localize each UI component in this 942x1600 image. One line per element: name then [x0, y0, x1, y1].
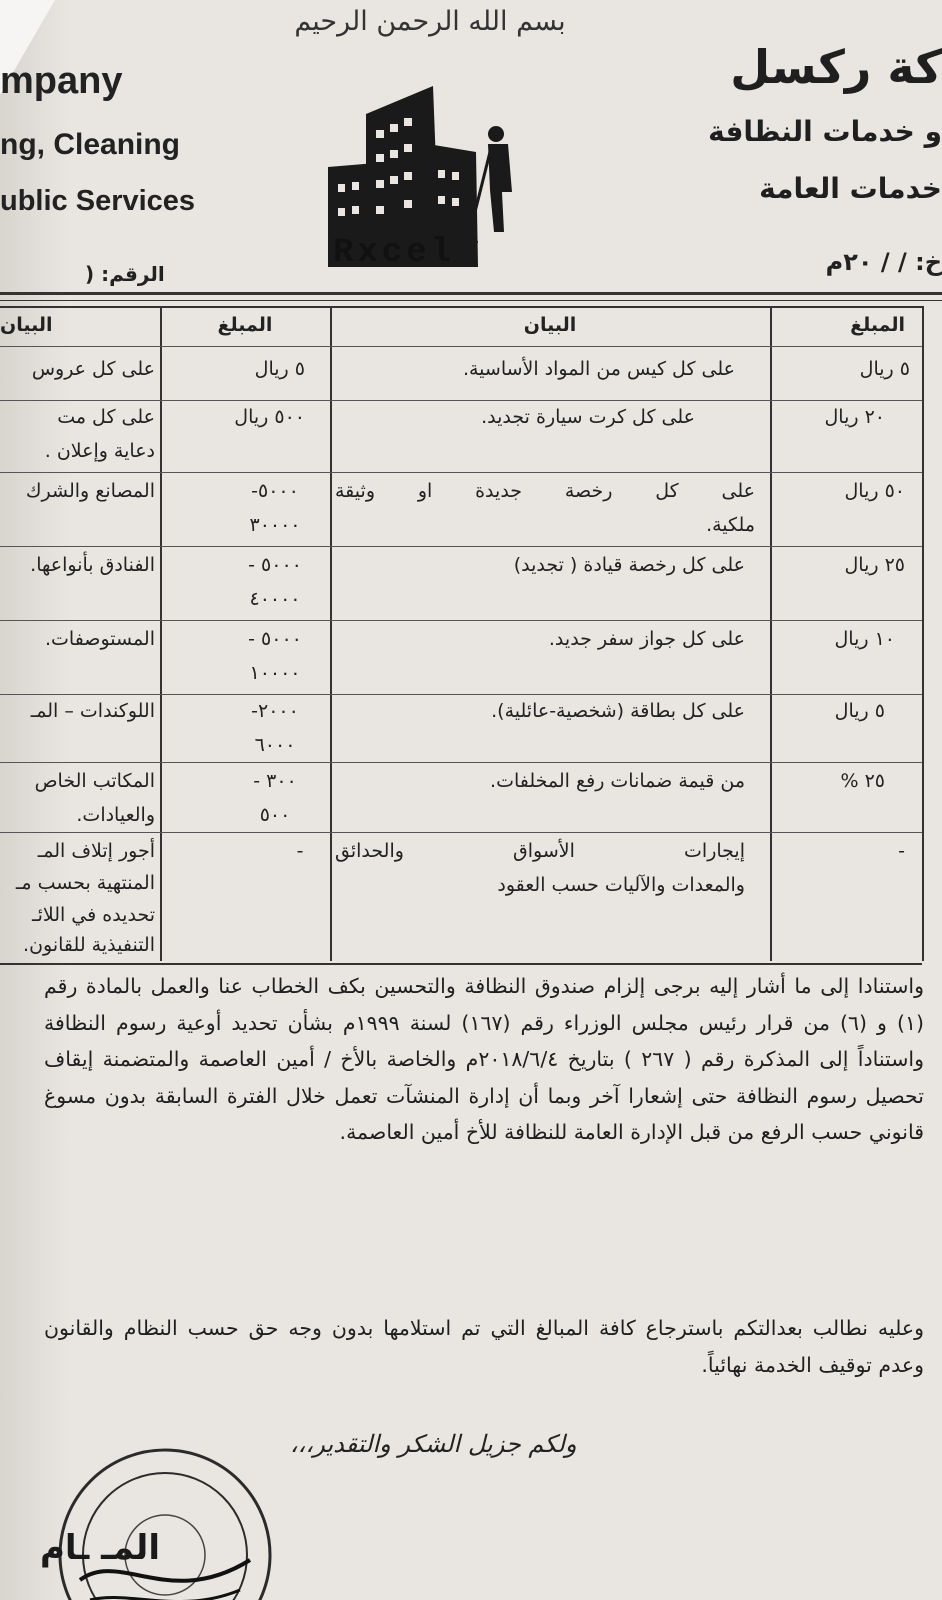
table-cell-statement: على كل رخصة قيادة ( تجديد) — [513, 554, 745, 576]
company-services-ar-2: خدمات العامة — [759, 172, 942, 205]
company-name-ar: كة ركسل — [730, 40, 942, 94]
table-cell-left-line2: المنتهية بحسب مـ — [15, 872, 155, 894]
table-cell-left: اللوكندات – المـ — [30, 700, 155, 722]
table-row-line — [0, 346, 922, 347]
table-cell-statement-line2: ملكية. — [706, 514, 755, 536]
table-cell-amount: ٢٠ ريال — [824, 406, 885, 428]
table-cell-left-line2: دعاية وإعلان . — [44, 440, 155, 462]
table-row-line — [0, 620, 922, 621]
table-cell-amount: ٥٠ ريال — [844, 480, 905, 502]
table-cell-left: المصانع والشرك — [25, 480, 155, 502]
table-cell-left: المستوصفات. — [44, 628, 155, 650]
stamp-signature-text: المـ ـام — [40, 1528, 160, 1568]
table-col-divider-3 — [160, 306, 162, 961]
reference-number-field: الرقم: ( — [85, 262, 165, 286]
date-field: خ: / / ٢٠م — [825, 248, 942, 276]
table-cell-left: المكاتب الخاص — [34, 770, 155, 792]
basmala: بسم الله الرحمن الرحيم — [294, 6, 566, 37]
company-services-en-2: ublic Services — [0, 185, 196, 217]
official-stamp-icon — [50, 1440, 280, 1600]
table-cell-amount: ٥ ريال — [859, 358, 910, 380]
header-amount-right: المبلغ — [850, 314, 905, 336]
table-cell-amount: ٢٥ ريال — [844, 554, 905, 576]
table-cell-mid-amount-line2: ١٠٠٠٠ — [249, 662, 301, 684]
company-services-en-1: ng, Cleaning — [0, 128, 180, 161]
table-cell-mid-amount: -٥٠٠٠ — [251, 480, 299, 502]
header-rule-thin — [0, 300, 942, 301]
table-cell-statement-line2: والمعدات والآليات حسب العقود — [497, 874, 745, 896]
header-amount-middle: المبلغ — [217, 314, 273, 336]
table-cell-mid-amount-line2: ٤٠٠٠٠ — [249, 588, 301, 610]
table-cell-mid-amount: - ٥٠٠٠ — [248, 628, 302, 650]
table-cell-left: على كل عروس — [31, 358, 155, 380]
table-cell-statement: إيجارات الأسواق والحدائق — [335, 840, 745, 862]
table-cell-mid-amount: - ٣٠٠ — [253, 770, 297, 792]
table-cell-left: الفنادق بأنواعها. — [30, 554, 155, 576]
table-cell-mid-amount: ٥ ريال — [254, 358, 305, 380]
table-cell-mid-amount: - — [296, 840, 304, 862]
table-row-line — [0, 762, 922, 763]
table-cell-statement: على كل كرت سيارة تجديد. — [481, 406, 695, 428]
table-border-right — [922, 306, 924, 961]
table-cell-left-line2: والعيادات. — [76, 804, 155, 826]
company-services-ar-1: و خدمات النظافة — [708, 115, 942, 148]
table-cell-mid-amount-line2: ٥٠٠ — [259, 804, 291, 826]
table-cell-statement: على كل بطاقة (شخصية-عائلية). — [491, 700, 745, 722]
company-name-en: mpany — [0, 60, 123, 102]
table-cell-amount: - — [898, 840, 905, 862]
table-cell-amount: ٥ ريال — [834, 700, 885, 722]
table-cell-statement: على كل كيس من المواد الأساسية. — [462, 358, 735, 380]
table-row-line — [0, 832, 922, 833]
table-cell-mid-amount: ٥٠٠ ريال — [234, 406, 305, 428]
table-cell-mid-amount: -٢٠٠٠ — [251, 700, 299, 722]
table-row-line — [0, 472, 922, 473]
table-cell-mid-amount-line2: ٦٠٠٠ — [254, 734, 296, 756]
table-cell-left: أجور إتلاف المـ — [37, 840, 155, 862]
body-paragraph-1: واستنادا إلى ما أشار إليه برجى إلزام صندوق النظافة والتحسين بكف الخطاب عنا والعمل بالمادة رقم (١) و (٦) من قرار رئيس مجلس الوزراء رقم (١٦٧) لسنة ١٩٩٩م بشأن تحديد أوعية رسوم النظافة واستناداً إلى المذكرة رقم ( ٢٦٧ ) بتاريخ ٢٠١٨/٦/٤م والخاصة بالأخ / أمين العاصمة والمتضمنة إيقاف تحصيل رسوم النظافة حتى إشعارا آخر وبما أن إدارة المنشآت تعمل خلال الفترة السابقة بدون مسوغ قانوني حسب الرفع من قبل الإدارة العامة للنظافة للأخ أمين العاصمة. — [44, 974, 924, 1144]
table-cell-amount: ٢٥ % — [840, 770, 885, 792]
table-cell-left: على كل مت — [57, 406, 155, 428]
table-cell-mid-amount: - ٥٠٠٠ — [248, 554, 302, 576]
table-cell-amount: ١٠ ريال — [834, 628, 895, 650]
header-statement-left: البيان — [0, 314, 53, 336]
table-cell-mid-amount-line2: ٣٠٠٠٠ — [249, 514, 301, 536]
table-cell-left-line4: التنفيذية للقانون. — [23, 934, 155, 956]
table-cell-statement: على كل رخصة جديدة او وثيقة — [335, 480, 755, 502]
closing-line: ولكم جزيل الشكر والتقدير،،، — [290, 1430, 577, 1458]
table-cell-statement: على كل جواز سفر جديد. — [548, 628, 745, 650]
table-cell-statement: من قيمة ضمانات رفع المخلفات. — [490, 770, 745, 792]
table-cell-left-line3: تحديده في اللائـ — [32, 904, 155, 926]
table-row-line — [0, 546, 922, 547]
header-statement-right: البيان — [523, 314, 577, 336]
table-col-divider-1 — [770, 306, 772, 961]
header-rule — [0, 292, 942, 295]
logo-wordmark: Rxcel — [333, 234, 456, 272]
body-paragraph-2: وعليه نطالب بعدالتكم باسترجاع كافة المبالغ التي تم استلامها بدون وجه حق حسب النظام والقانون وعدم توقيف الخدمة نهائياً. — [44, 1316, 924, 1377]
